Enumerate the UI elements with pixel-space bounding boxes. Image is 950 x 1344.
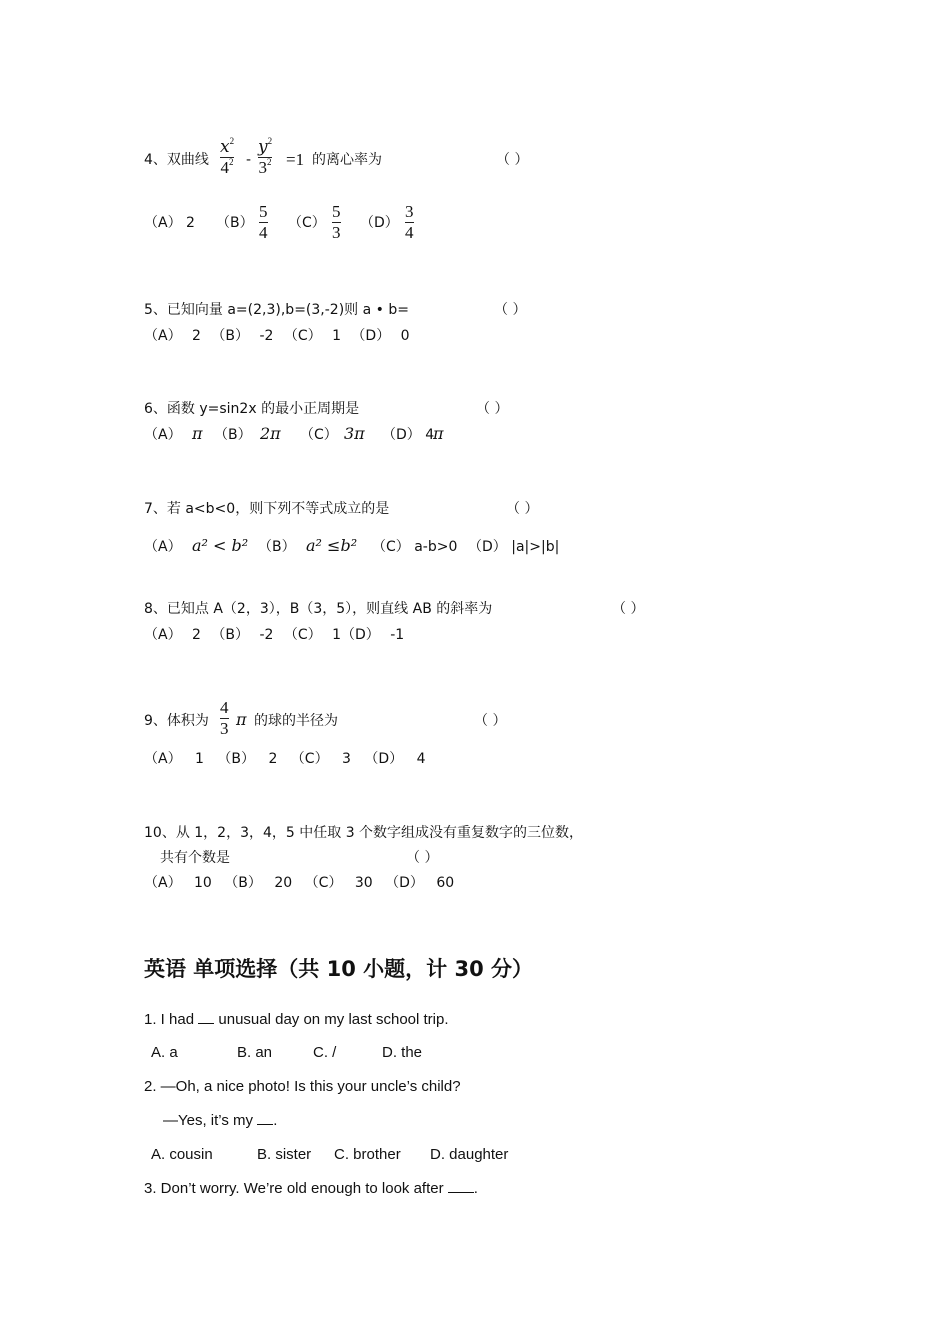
q4-suffix: 的离心率为 bbox=[312, 152, 382, 168]
q6-option-d-label: （D） 4 bbox=[382, 427, 435, 443]
q6-option-a-label: （A） bbox=[144, 427, 182, 443]
q5-options: （A） 2 （B） -2 （C） 1 （D） 0 bbox=[144, 328, 410, 344]
en-q1-option-d: D. the bbox=[382, 1044, 423, 1061]
q4-option-c-fraction: 5 3 bbox=[332, 202, 341, 242]
q10-stem-line2: 共有个数是 bbox=[160, 850, 230, 866]
en-q2-reply: —Yes, it’s my . bbox=[163, 1112, 278, 1129]
q5-stem: 5、已知向量 a=(2,3),b=(3,-2)则 a • b= bbox=[144, 302, 409, 318]
q8-stem: 8、已知点 A（2，3），B（3，5），则直线 AB 的斜率为 bbox=[144, 601, 493, 617]
q7-stem: 7、若 a<b<0，则下列不等式成立的是 bbox=[144, 501, 390, 517]
q6-option-a-value: π bbox=[192, 424, 203, 443]
q4-prefix: 4、双曲线 bbox=[144, 152, 209, 168]
english-section-title: 英语 单项选择（共 10 小题，计 30 分） bbox=[144, 957, 534, 981]
en-q1-option-c: C. / bbox=[313, 1044, 337, 1061]
q4-equals-one: =1 bbox=[286, 150, 305, 169]
en-q3-blank bbox=[448, 1180, 474, 1193]
q4-answer-paren: （ ） bbox=[496, 152, 529, 168]
en-q1-option-b: B. an bbox=[237, 1044, 273, 1061]
q9-pi: π bbox=[236, 710, 247, 729]
en-q3: 3. Don’t worry. We’re old enough to look after . bbox=[144, 1180, 478, 1197]
q6-answer-paren: （ ） bbox=[476, 401, 509, 417]
q7-option-b-label: （B） bbox=[258, 539, 296, 555]
q4-fraction-x: $x^2$ $4^2$ bbox=[220, 136, 235, 177]
q9-fraction: 4 3 bbox=[220, 698, 229, 738]
en-q2-option-c: C. brother bbox=[334, 1146, 401, 1163]
q8-answer-paren: （ ） bbox=[612, 601, 645, 617]
q4-option-d-fraction: 3 4 bbox=[405, 202, 414, 242]
q7-option-a-value: a² < b² bbox=[192, 536, 249, 555]
en-q2-option-b: B. sister bbox=[257, 1146, 312, 1163]
q6-option-b-value: 2π bbox=[260, 424, 281, 443]
en-q1-blank bbox=[198, 1011, 214, 1024]
en-q2-option-d: D. daughter bbox=[430, 1146, 509, 1163]
q9-answer-paren: （ ） bbox=[474, 713, 507, 729]
q10-options: （A） 10 （B） 20 （C） 30 （D） 60 bbox=[144, 875, 455, 891]
q6-option-c-value: 3π bbox=[344, 424, 365, 443]
en-q2-option-a: A. cousin bbox=[151, 1146, 213, 1163]
q6-option-b-label: （B） bbox=[214, 427, 252, 443]
q4-option-b-label: （B） bbox=[216, 215, 254, 231]
q8-options: （A） 2 （B） -2 （C） 1（D） -1 bbox=[144, 627, 405, 643]
q7-answer-paren: （ ） bbox=[506, 501, 539, 517]
q7-option-b-value: a² ≤b² bbox=[306, 536, 358, 555]
en-q1: 1. I had unusual day on my last school trip. bbox=[144, 1011, 449, 1028]
q4-option-d-label: （D） bbox=[360, 215, 399, 231]
q4-option-a: （A） 2 bbox=[144, 215, 195, 231]
q7-option-d: （D） |a|>|b| bbox=[468, 539, 560, 555]
q4-fraction-y: $y^2$ $3^2$ bbox=[258, 136, 273, 177]
q10-stem-line1: 10、从 1，2，3，4，5 中任取 3 个数字组成没有重复数字的三位数， bbox=[144, 825, 584, 841]
q5-answer-paren: （ ） bbox=[494, 302, 527, 318]
q4-option-b-fraction: 5 4 bbox=[259, 202, 268, 242]
q6-option-d-value: π bbox=[433, 424, 444, 443]
q4-option-c-label: （C） bbox=[288, 215, 326, 231]
q6-option-c-label: （C） bbox=[300, 427, 338, 443]
q9-options: （A） 1 （B） 2 （C） 3 （D） 4 bbox=[144, 751, 426, 767]
q10-answer-paren: （ ） bbox=[406, 850, 439, 866]
en-q2: 2. —Oh, a nice photo! Is this your uncle’s child? bbox=[144, 1078, 461, 1095]
q7-option-c: （C） a-b>0 bbox=[372, 539, 458, 555]
en-q2-blank bbox=[257, 1112, 273, 1125]
en-q1-option-a: A. a bbox=[151, 1044, 178, 1061]
q4-minus: - bbox=[246, 152, 252, 168]
q9-prefix: 9、体积为 bbox=[144, 713, 209, 729]
q9-suffix: 的球的半径为 bbox=[254, 713, 338, 729]
q6-stem: 6、函数 y=sin2x 的最小正周期是 bbox=[144, 401, 360, 417]
q7-option-a-label: （A） bbox=[144, 539, 182, 555]
